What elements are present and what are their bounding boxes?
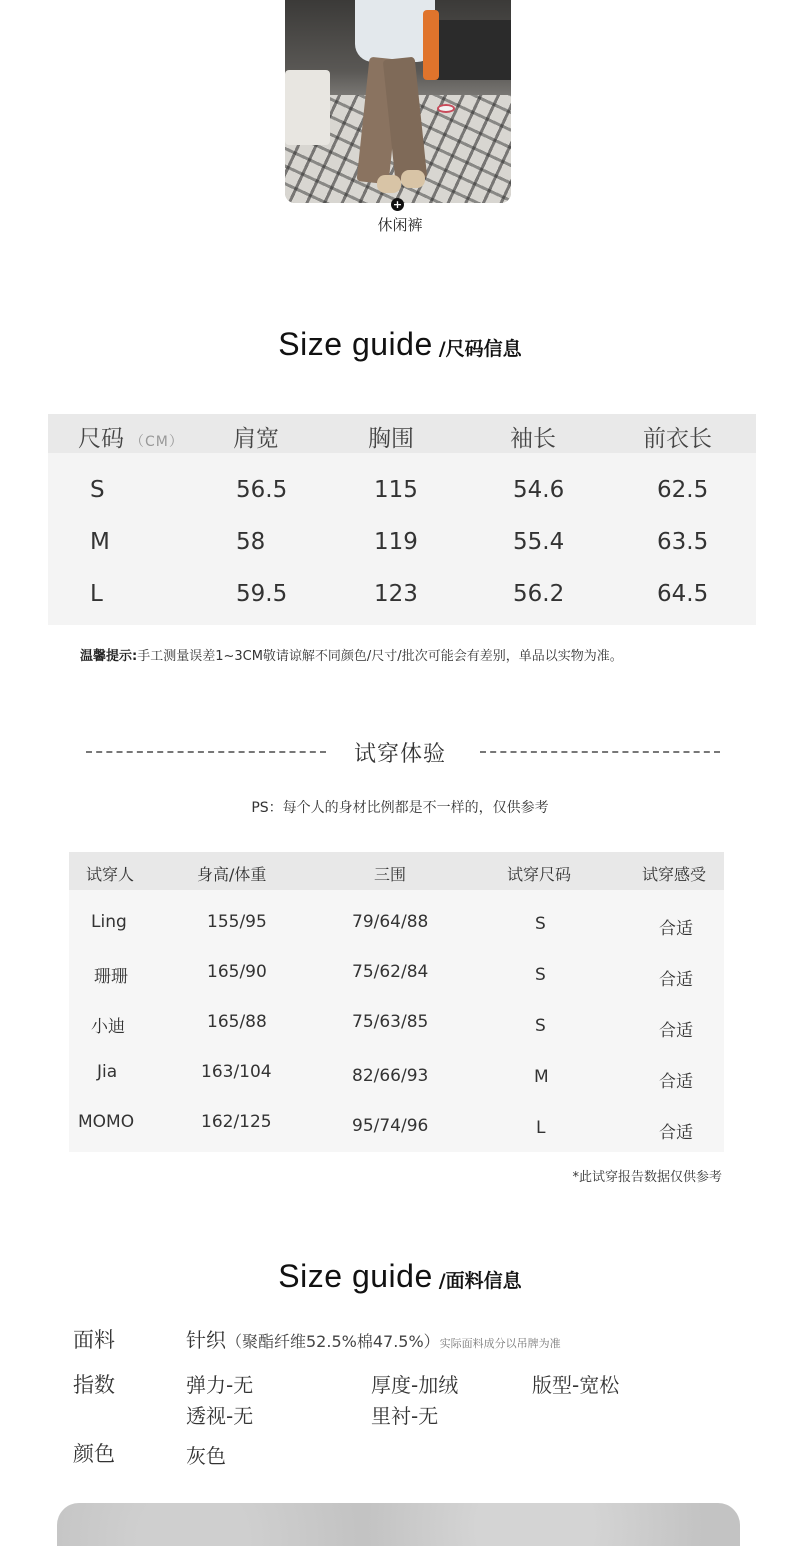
tryon-report-note: *此试穿报告数据仅供参考 [572,1170,722,1185]
shoulder-cell: 59.5 [236,581,288,607]
fabric-guide-title-en: Size guide [278,1258,433,1294]
transparency-value: 透视-无 [186,1404,254,1428]
header-tester: 试穿人 [86,865,135,884]
header-shoulder: 肩宽 [233,426,279,452]
size-table-header [48,414,756,453]
shoulder-cell: 58 [236,529,266,555]
sleeve-cell: 55.4 [513,529,565,555]
fabric-guide-heading [0,1258,800,1295]
tryon-feel: 合适 [659,919,693,939]
tester-name: 珊珊 [94,967,128,987]
tip-text: 手工测量误差1~3CM敬请谅解不同颜色/尺寸/批次可能会有差别，单品以实物为准。 [137,649,623,664]
tryon-table-header [69,852,724,890]
elasticity-value: 弹力-无 [186,1373,254,1397]
tryon-size: L [536,1118,546,1138]
size-guide-title-cn: /尺码信息 [438,338,522,360]
thickness-value: 厚度-加绒 [371,1373,459,1397]
fabric-value: 针织（聚酯纤维52.5%棉47.5%）实际面料成分以吊牌为准 [186,1328,561,1352]
fabric-label: 面料 [73,1328,115,1352]
tryon-table [69,852,724,1152]
tryon-feel: 合适 [659,970,693,990]
chest-cell: 123 [374,581,418,607]
height-weight: 155/95 [207,912,267,932]
tryon-size: S [535,914,546,934]
height-weight: 165/90 [207,962,267,982]
chest-cell: 115 [374,477,418,503]
tryon-size: S [535,1016,546,1036]
photo-table [435,20,511,80]
photo-bag [423,10,439,80]
color-label: 颜色 [73,1442,115,1466]
length-cell: 64.5 [657,581,709,607]
size-cell: M [90,529,110,555]
sleeve-cell: 56.2 [513,581,565,607]
product-caption: 休闲裤 [377,216,423,234]
color-value: 灰色 [186,1444,226,1468]
fabric-note: 实际面料成分以吊牌为准 [439,1337,561,1350]
tryon-feel: 合适 [659,1123,693,1143]
header-length: 前衣长 [643,426,712,452]
header-tryon-feel: 试穿感受 [642,865,707,884]
tryon-ps-note: PS：每个人的身材比例都是不一样的，仅供参考 [251,800,549,816]
measurements: 82/66/93 [352,1066,429,1086]
tryon-size: M [534,1067,549,1087]
measurements: 75/63/85 [352,1012,429,1032]
tester-name: Ling [91,912,127,932]
size-guide-heading [0,326,800,363]
header-tryon-size: 试穿尺码 [507,865,572,884]
height-weight: 162/125 [201,1112,272,1132]
height-weight: 163/104 [201,1062,272,1082]
divider-right [480,751,720,753]
tester-name: MOMO [78,1112,135,1132]
photo-shoe-right [401,170,425,188]
lining-value: 里衬-无 [371,1404,439,1428]
header-chest: 胸围 [368,426,414,452]
plus-icon[interactable]: + [392,198,403,211]
height-weight: 165/88 [207,1012,267,1032]
tryon-title: 试穿体验 [353,742,446,767]
tester-name: Jia [97,1062,118,1082]
photo-plate [437,104,455,113]
header-measurements: 三围 [374,865,407,884]
header-unit: （CM） [130,434,184,450]
header-size: 尺码 （CM） [78,426,184,452]
measurements: 79/64/88 [352,912,429,932]
divider-left [86,751,326,753]
length-cell: 62.5 [657,477,709,503]
measurements: 95/74/96 [352,1116,429,1136]
header-height-weight: 身高/体重 [197,865,267,884]
tryon-feel: 合适 [659,1072,693,1092]
measurements: 75/62/84 [352,962,429,982]
header-sleeve: 袖长 [510,426,556,452]
tip-label: 温馨提示: [80,649,138,664]
shoulder-cell: 56.5 [236,477,288,503]
size-cell: S [90,477,105,503]
fabric-guide-title-cn: /面料信息 [438,1270,522,1292]
fabric-composition: （聚酯纤维52.5%棉47.5%） [226,1332,440,1351]
sleeve-cell: 54.6 [513,477,565,503]
measurement-tip [80,645,623,664]
photo-sofa [285,70,330,145]
fit-value: 版型-宽松 [532,1373,620,1397]
size-cell: L [90,581,103,607]
chest-cell: 119 [374,529,418,555]
size-guide-title-en: Size guide [278,326,433,362]
product-photo [285,0,511,203]
index-label: 指数 [73,1373,115,1397]
length-cell: 63.5 [657,529,709,555]
size-table [48,414,756,625]
tryon-feel: 合适 [659,1021,693,1041]
fabric-swatch-image [57,1503,740,1546]
photo-shoe-left [377,175,401,193]
tryon-size: S [535,965,546,985]
tester-name: 小迪 [91,1017,125,1037]
